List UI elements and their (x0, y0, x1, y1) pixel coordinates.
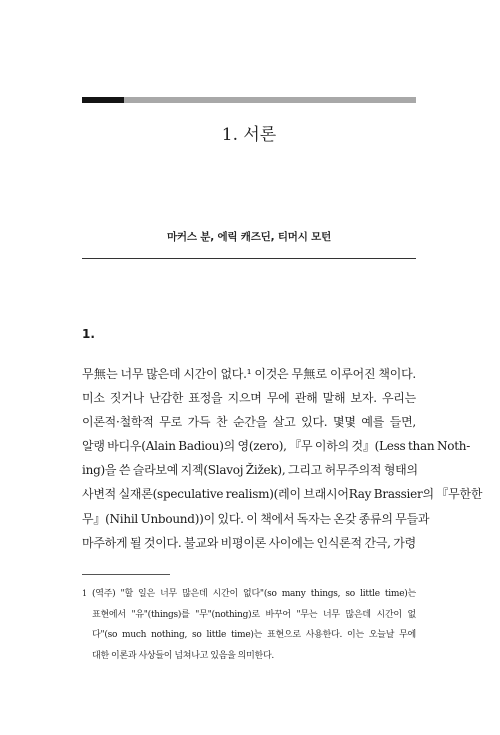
footnote-divider (82, 574, 170, 575)
body-line: 미소 짓거나 난감한 표정을 지으며 무에 관해 말해 보자. 우리는 (82, 391, 416, 406)
body-line: ing)을 쓴 슬라보예 지젝(Slavoj Žižek), 그리고 허무주의적 형태의 (82, 463, 418, 478)
body-line: 무』(Nihil Unbound))이 있다. 이 책에서 독자는 온갖 종류의 무들과 (82, 511, 430, 526)
footnote-line: 대한 이론과 사상들이 넘쳐나고 있음을 의미한다. (92, 650, 275, 661)
footnote-line (82, 584, 416, 605)
body-line: 사변적 실재론(speculative realism)(레이 브래시어Ray Brassier의 『무한한 (82, 487, 483, 502)
body-line: 알랭 바디우(Alain Badiou)의 영(zero), 『무 이하의 것』(Less than Noth- (82, 439, 471, 454)
footnote (82, 584, 416, 666)
title-divider (82, 258, 416, 259)
footnote-line: 다"(so much nothing, so little time)는 표현으로 사용한다. 이는 오늘날 무에 (92, 630, 416, 640)
footnote-line-text: (역주) "할 일은 너무 많은데 시간이 없다"(so many things, so little time)는 (92, 589, 416, 599)
chapter-header-bar (82, 97, 416, 103)
chapter-title: 1. 서론 (221, 125, 277, 145)
body-line: 이론적·철학적 무로 가득 찬 순간을 살고 있다. 몇몇 예를 들면, (82, 415, 416, 430)
chapter-authors: 마커스 분, 에릭 캐즈딘, 티머시 모턴 (166, 231, 332, 243)
body-line: 마주하게 될 것이다. 불교와 비평이론 사이에는 인식론적 간극, 가령 (82, 535, 416, 550)
section-number: 1. (82, 327, 95, 341)
footnote-marker: 1 (82, 589, 87, 598)
footnote-line: 표현에서 "유"(things)를 "무"(nothing)로 바꾸어 "무는 너무 많은데 시간이 없 (92, 609, 416, 620)
chapter-header-bar-accent (82, 97, 124, 103)
body-line: 무無는 너무 많은데 시간이 없다.¹ 이것은 무無로 이루어진 책이다. (82, 367, 416, 381)
body-paragraph (82, 362, 483, 555)
